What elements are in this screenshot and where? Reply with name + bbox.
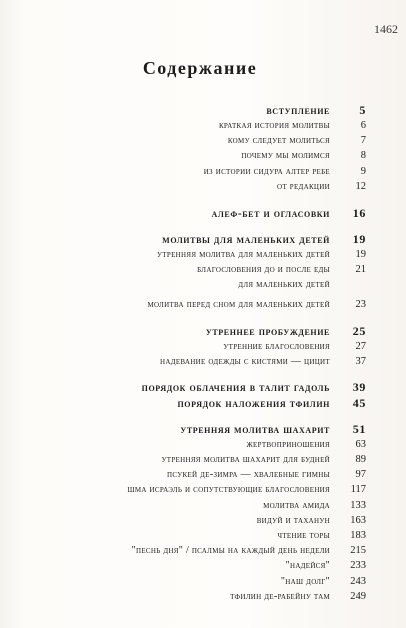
toc-entry-label: видуй и таханун [256, 514, 330, 526]
page-number: 1462 [374, 22, 398, 36]
toc-entry-page: 233 [350, 560, 366, 572]
toc-entry-page: 19 [352, 231, 366, 246]
toc-entry[interactable] [20, 323, 366, 339]
toc-entry[interactable] [20, 118, 366, 133]
toc-entry[interactable] [20, 498, 366, 513]
toc-entry-label: утренняя молитва шахарит для будней [161, 454, 330, 466]
toc-entry-page: 133 [350, 499, 366, 511]
toc-entry[interactable] [20, 543, 366, 558]
toc-entry-label: порядок наложения тфилин [177, 397, 330, 410]
toc-entry-page: 21 [355, 264, 366, 276]
toc-entry-label: "наш долг" [280, 575, 330, 587]
toc-entry-label: утренняя молитва шахарит [180, 423, 330, 436]
toc-entry-page: 51 [352, 421, 366, 436]
toc-entry-page: 12 [355, 180, 366, 192]
toc-entry-page: 7 [360, 135, 366, 147]
toc-entry-label: краткая история молитвы [218, 120, 330, 131]
toc-entry-label: шма исраэль и сопутствующие благословения [127, 484, 330, 496]
toc-entry-label: почему мы молимся [241, 150, 330, 162]
toc-entry-label: утренние благословения [223, 340, 330, 352]
toc-entry-label: надевание одежды с кистями — цицит [160, 355, 330, 367]
toc-entry[interactable] [20, 482, 366, 497]
toc-entry-page: 19 [355, 248, 366, 260]
toc-entry[interactable] [20, 437, 366, 452]
toc-entry-label: псукей де-зимра — хвалебные гимны [166, 469, 330, 481]
table-of-contents [20, 102, 366, 604]
toc-entry-label: кому следует молиться [227, 135, 330, 147]
toc-entry[interactable] [20, 262, 366, 277]
toc-entry-label: для маленьких детей [238, 279, 330, 291]
toc-entry-label: "надейся" [285, 560, 330, 572]
page-title: Содержание [142, 58, 258, 78]
toc-entry[interactable] [20, 354, 366, 369]
toc-entry-label: от редакции [277, 180, 330, 192]
toc-entry[interactable] [20, 277, 366, 292]
toc-entry[interactable] [20, 205, 366, 221]
toc-entry-page: 9 [360, 165, 366, 177]
toc-entry-page: 215 [350, 545, 366, 557]
toc-entry[interactable] [20, 513, 366, 528]
toc-entry-label: порядок облачения в талит гадоль [141, 381, 330, 394]
toc-entry-label: тфилин де-рабейну там [230, 590, 330, 602]
toc-entry-page: 183 [350, 530, 366, 541]
toc-entry[interactable] [20, 467, 366, 482]
toc-entry-page: 89 [355, 454, 366, 466]
toc-entry-page: 39 [352, 379, 366, 394]
toc-entry-label: утренняя молитва для маленьких детей [157, 248, 330, 260]
toc-entry-page: 63 [355, 438, 366, 450]
toc-entry-page: 25 [352, 323, 366, 338]
toc-entry-page: 16 [352, 205, 366, 220]
toc-entry-label: вступление [266, 105, 330, 117]
toc-entry[interactable] [20, 589, 366, 604]
toc-entry-page: 97 [355, 469, 366, 481]
toc-entry-page: 8 [360, 150, 366, 162]
toc-entry-page: 5 [359, 103, 366, 117]
toc-entry-label: из истории сидура алтер ребе [203, 165, 330, 177]
toc-entry[interactable] [20, 179, 366, 194]
toc-entry[interactable] [20, 164, 366, 179]
toc-entry-label: "песнь дня" / псалмы на каждый день недели [131, 545, 330, 557]
toc-entry-page: 27 [355, 340, 366, 352]
toc-entry-label: утреннее пробуждение [205, 325, 330, 338]
toc-entry-page: 23 [355, 298, 366, 310]
toc-entry[interactable] [20, 558, 366, 573]
toc-entry[interactable] [20, 395, 366, 411]
toc-entry-page: 37 [355, 355, 366, 367]
toc-entry-label: благословения до и после еды [197, 264, 330, 276]
toc-entry-page: 249 [350, 590, 366, 602]
toc-entry[interactable] [20, 247, 366, 262]
toc-entry[interactable] [20, 293, 366, 313]
toc-entry[interactable] [20, 133, 366, 148]
toc-entry-page: 117 [350, 484, 366, 496]
toc-entry[interactable] [20, 102, 366, 118]
toc-entry-label: жертвоприношения [246, 438, 330, 450]
toc-entry[interactable] [20, 574, 366, 589]
toc-entry[interactable] [20, 452, 366, 467]
toc-entry-page: 45 [352, 395, 366, 410]
toc-entry-label: чтение торы [277, 530, 330, 541]
toc-entry-page: 163 [350, 514, 366, 526]
toc-entry[interactable] [20, 148, 366, 163]
toc-entry-label: молитвы для маленьких детей [162, 233, 330, 246]
toc-entry[interactable] [20, 379, 366, 395]
toc-entry-label: молитва перед сном для маленьких детей [147, 298, 330, 310]
toc-entry-label: алеф-бет и огласовки [211, 207, 330, 220]
toc-entry-label: молитва амида [263, 499, 330, 511]
toc-entry[interactable] [20, 528, 366, 543]
toc-entry[interactable] [20, 421, 366, 437]
toc-entry-page: 6 [360, 120, 366, 131]
toc-entry-page: 243 [350, 575, 366, 587]
toc-entry[interactable] [20, 231, 366, 247]
toc-entry[interactable] [20, 339, 366, 354]
